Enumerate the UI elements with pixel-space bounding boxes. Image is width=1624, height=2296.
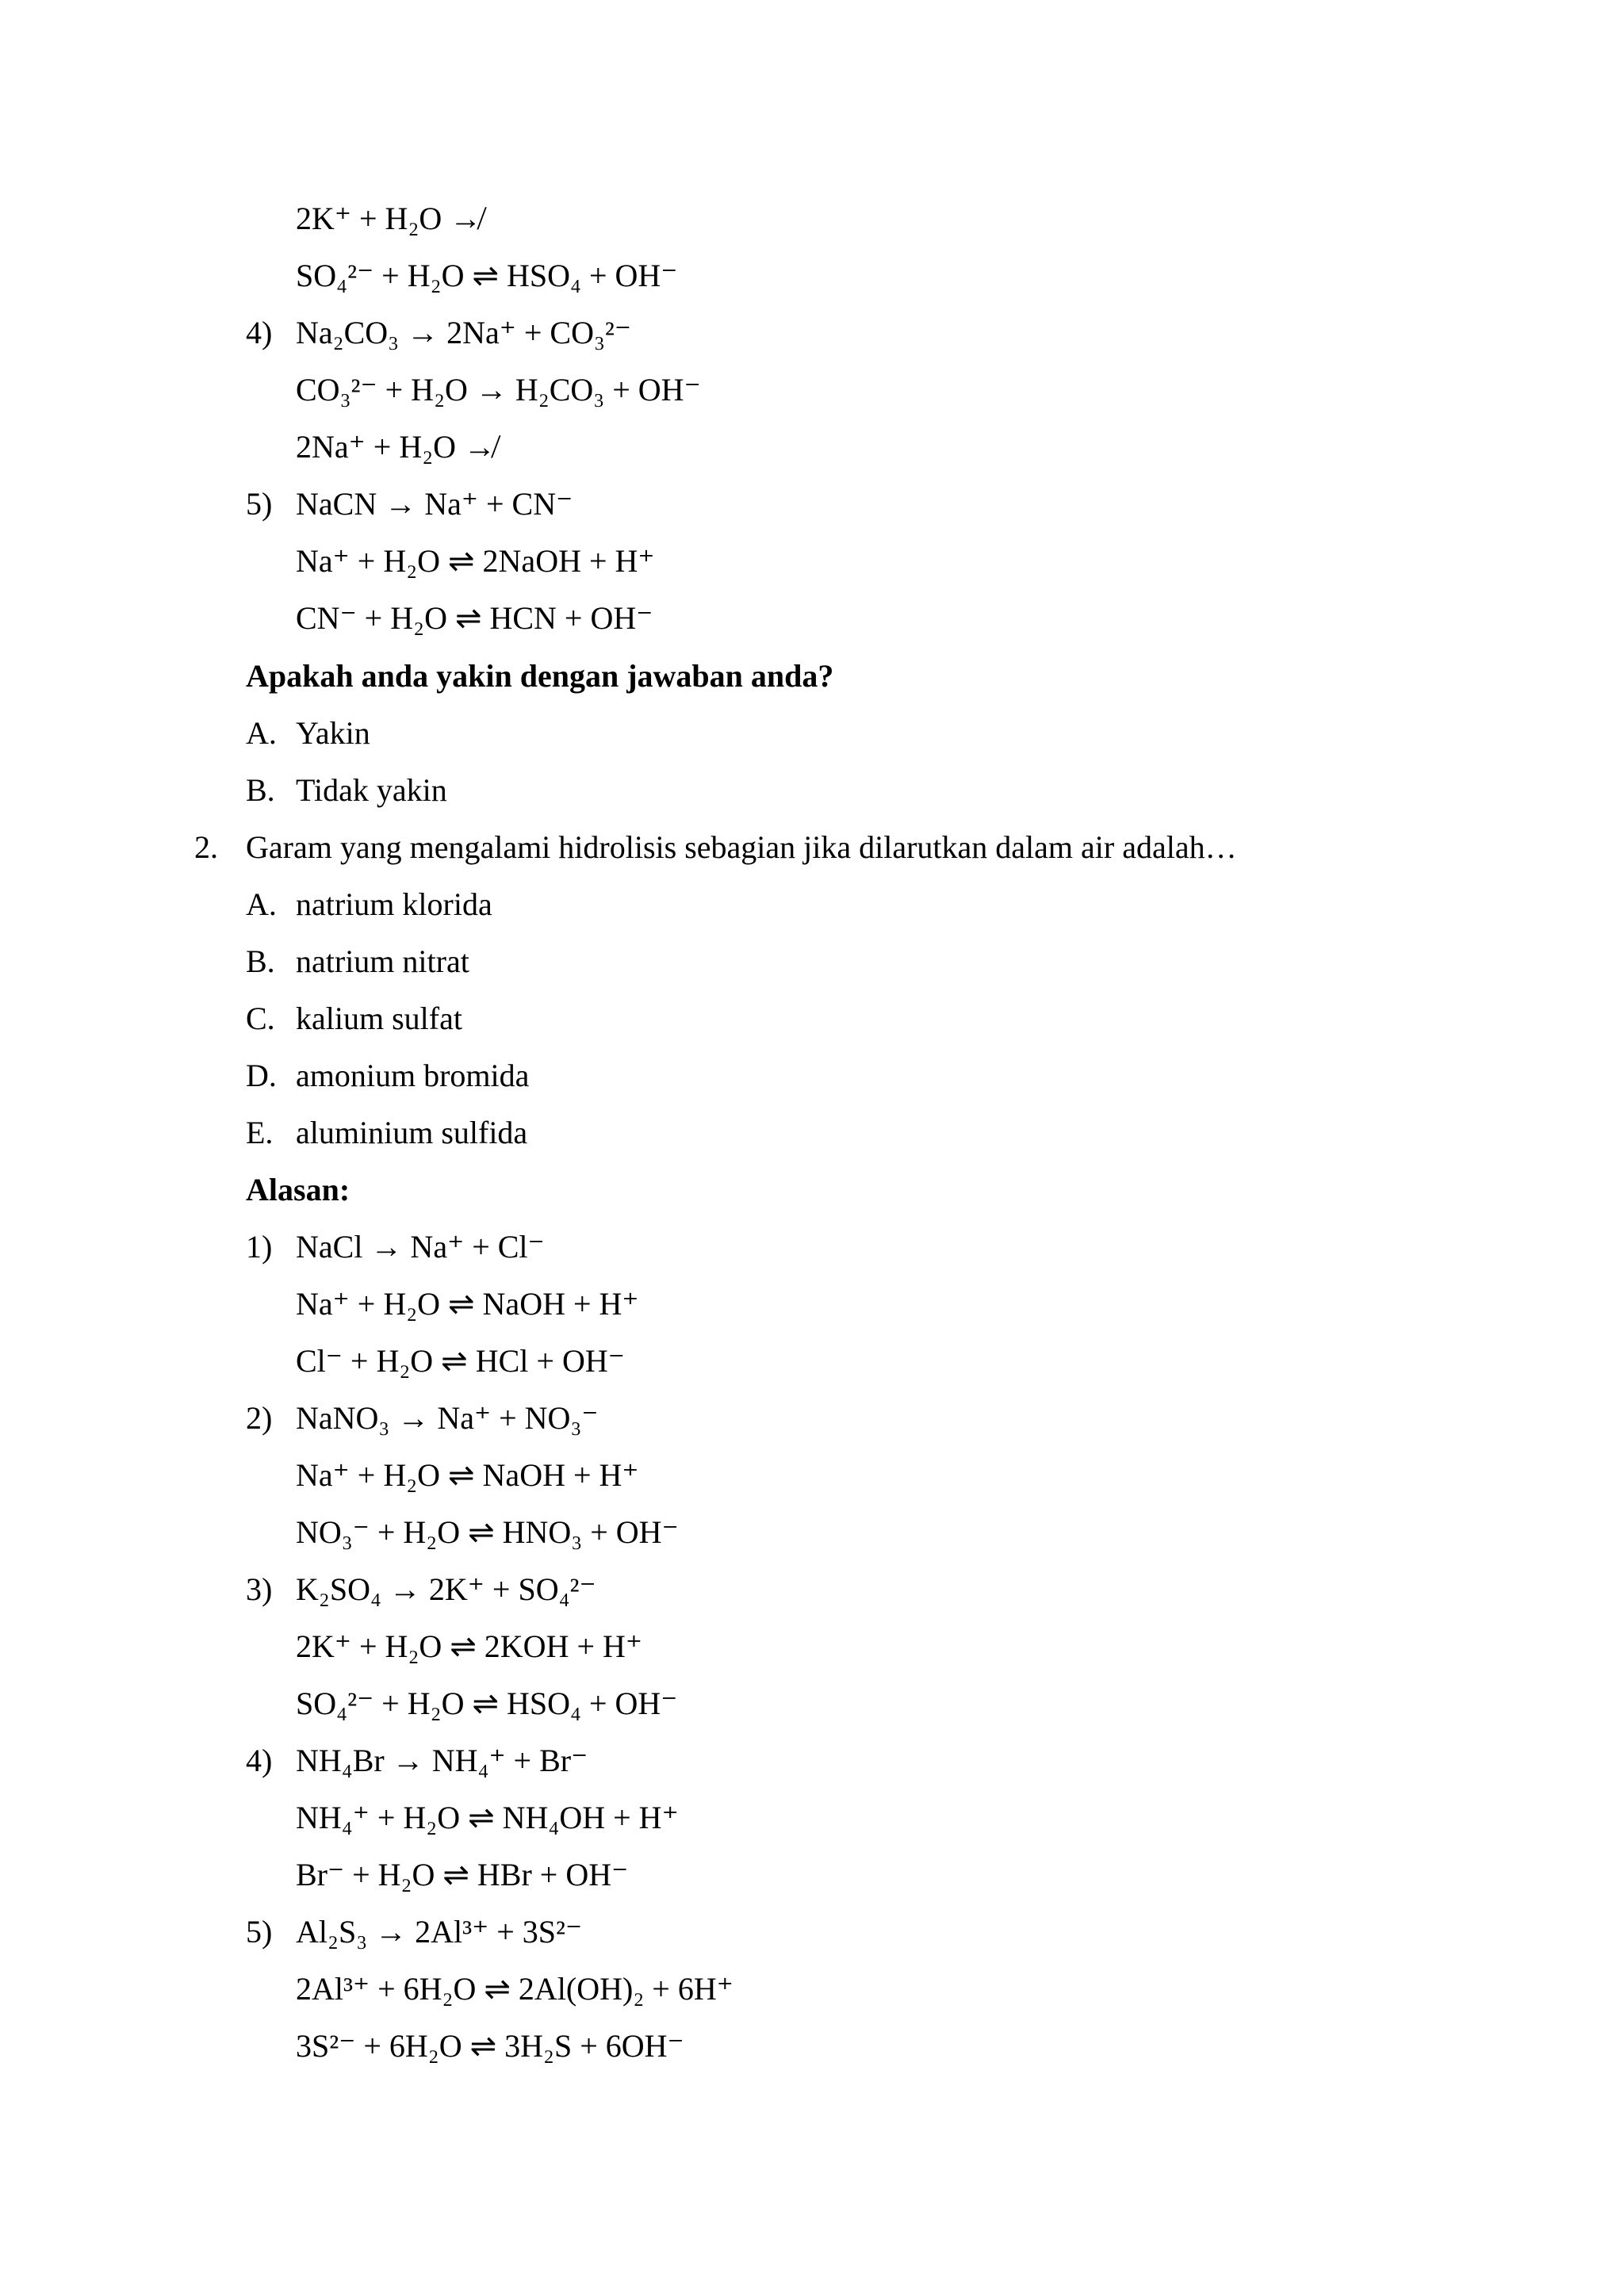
option-text: Tidak yakin — [296, 772, 447, 808]
option-letter: B. — [246, 943, 275, 979]
equation-line: CN⁻ + H₂O ⇌ HCN + OH⁻ — [296, 600, 653, 636]
equation-line: Cl⁻ + H₂O ⇌ HCl + OH⁻ — [296, 1343, 625, 1379]
option-text: kalium sulfat — [296, 1001, 462, 1036]
option-text: Yakin — [296, 715, 370, 751]
equation-line: 2Na⁺ + H₂O ↛ — [296, 429, 496, 465]
item-number: 2) — [246, 1400, 273, 1436]
equation-line: 2K⁺ + H₂O ⇌ 2KOH + H⁺ — [296, 1628, 643, 1664]
reason-label: Alasan: — [246, 1172, 350, 1207]
option-letter: A. — [246, 715, 277, 751]
equation-line: 3S²⁻ + 6H₂O ⇌ 3H₂S + 6OH⁻ — [296, 2028, 684, 2064]
equation-line: NH₄⁺ + H₂O ⇌ NH₄OH + H⁺ — [296, 1800, 679, 1835]
equation-line: K₂SO₄ → 2K⁺ + SO₄²⁻ — [296, 1571, 596, 1607]
item-number: 5) — [246, 486, 273, 522]
equation-line: Na⁺ + H₂O ⇌ NaOH + H⁺ — [296, 1286, 639, 1322]
equation-line: NH₄Br → NH₄⁺ + Br⁻ — [296, 1743, 588, 1778]
equation-line: 2Al³⁺ + 6H₂O ⇌ 2Al(OH)₂ + 6H⁺ — [296, 1971, 733, 2007]
question-number: 2. — [194, 829, 218, 865]
equation-line: SO₄²⁻ + H₂O ⇌ HSO₄ + OH⁻ — [296, 1686, 678, 1721]
item-number: 4) — [246, 1743, 273, 1778]
confidence-question: Apakah anda yakin dengan jawaban anda? — [246, 658, 834, 694]
equation-line: NaCN → Na⁺ + CN⁻ — [296, 486, 573, 522]
equation-line: Br⁻ + H₂O ⇌ HBr + OH⁻ — [296, 1857, 629, 1892]
option-letter: C. — [246, 1001, 275, 1036]
option-letter: B. — [246, 772, 275, 808]
option-text: natrium nitrat — [296, 943, 469, 979]
item-number: 3) — [246, 1571, 273, 1607]
option-text: natrium klorida — [296, 886, 492, 922]
item-number: 5) — [246, 1914, 273, 1950]
equation-line: Na₂CO₃ → 2Na⁺ + CO₃²⁻ — [296, 315, 632, 350]
equation-line: NaCl → Na⁺ + Cl⁻ — [296, 1229, 545, 1265]
option-text: amonium bromida — [296, 1058, 530, 1093]
equation-line: Al₂S₃ → 2Al³⁺ + 3S²⁻ — [296, 1914, 583, 1950]
equation-line: SO₄²⁻ + H₂O ⇌ HSO₄ + OH⁻ — [296, 258, 678, 293]
option-letter: D. — [246, 1058, 277, 1093]
equation-line: CO₃²⁻ + H₂O → H₂CO₃ + OH⁻ — [296, 372, 701, 408]
item-number: 4) — [246, 315, 273, 350]
option-text: aluminium sulfida — [296, 1115, 528, 1150]
equation-line: NO₃⁻ + H₂O ⇌ HNO₃ + OH⁻ — [296, 1514, 679, 1550]
item-number: 1) — [246, 1229, 273, 1265]
equation-line: 2K⁺ + H₂O ↛ — [296, 201, 482, 236]
equation-line: NaNO₃ → Na⁺ + NO₃⁻ — [296, 1400, 599, 1436]
equation-line: Na⁺ + H₂O ⇌ 2NaOH + H⁺ — [296, 543, 655, 579]
equation-line: Na⁺ + H₂O ⇌ NaOH + H⁺ — [296, 1457, 639, 1493]
option-letter: A. — [246, 886, 277, 922]
option-letter: E. — [246, 1115, 274, 1150]
question-text: Garam yang mengalami hidrolisis sebagian jika dilarutkan dalam air adalah… — [246, 829, 1237, 865]
